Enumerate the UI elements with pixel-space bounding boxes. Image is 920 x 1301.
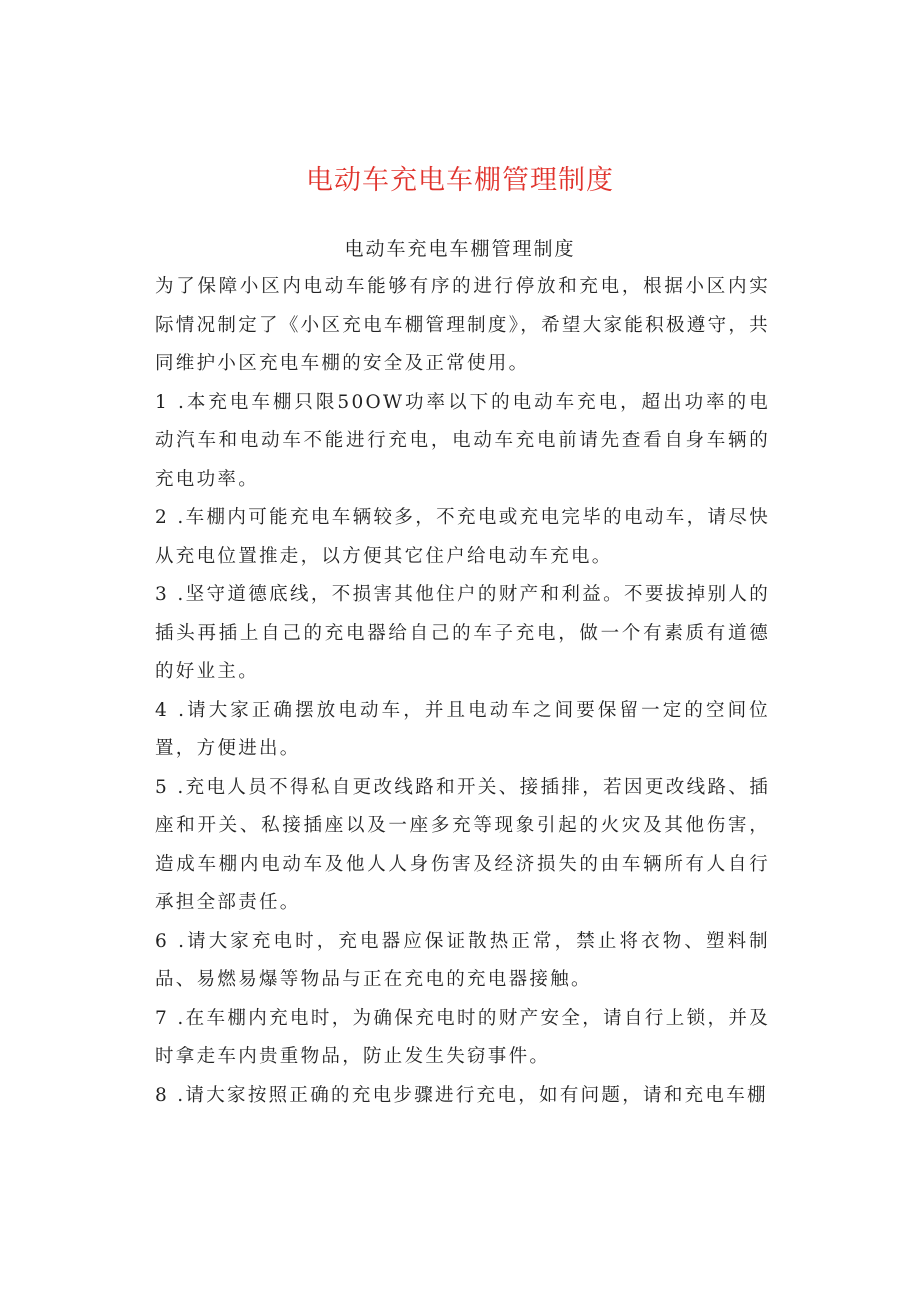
document-subtitle: 电动车充电车棚管理制度 [344,238,576,260]
rule-item-5: 5 .充电人员不得私自更改线路和开关、接插排，若因更改线路、插座和开关、私接插座以及一座多充等现象引起的火灾及其他伤害，造成车棚内电动车及他人人身伤害及经济损失的由车辆所有人自行承担全部责任。 [155,776,770,913]
document-title: 电动车充电车棚管理制度 [306,165,614,196]
rule-item-6: 6 .请大家充电时，充电器应保证散热正常，禁止将衣物、塑料制品、易燃易爆等物品与正在充电的充电器接触。 [155,930,770,990]
intro-paragraph: 为了保障小区内电动车能够有序的进行停放和充电，根据小区内实际情况制定了《小区充电车棚管理制度》，希望大家能积极遵守，共同维护小区充电车棚的安全及正常使用。 [155,276,770,374]
document-body [155,268,770,1115]
rule-item-3: 3 .坚守道德底线，不损害其他住户的财产和利益。不要拔掉别人的插头再插上自己的充电器给自己的车子充电，做一个有素质有道德的好业主。 [155,584,770,682]
rule-item-4: 4 .请大家正确摆放电动车，并且电动车之间要保留一定的空间位置，方便进出。 [155,699,770,759]
rule-item-1: 1 .本充电车棚只限50OW功率以下的电动车充电，超出功率的电动汽车和电动车不能进行充电，电动车充电前请先查看自身车辆的充电功率。 [155,391,770,490]
rule-item-2: 2 .车棚内可能充电车辆较多，不充电或充电完毕的电动车，请尽快从充电位置推走，以方便其它住户给电动车充电。 [155,507,770,567]
rule-item-7: 7 .在车棚内充电时，为确保充电时的财产安全，请自行上锁，并及时拿走车内贵重物品，防止发生失窃事件。 [155,1007,770,1067]
rule-item-8: 8 .请大家按照正确的充电步骤进行充电，如有问题，请和充电车棚 [155,1084,768,1106]
